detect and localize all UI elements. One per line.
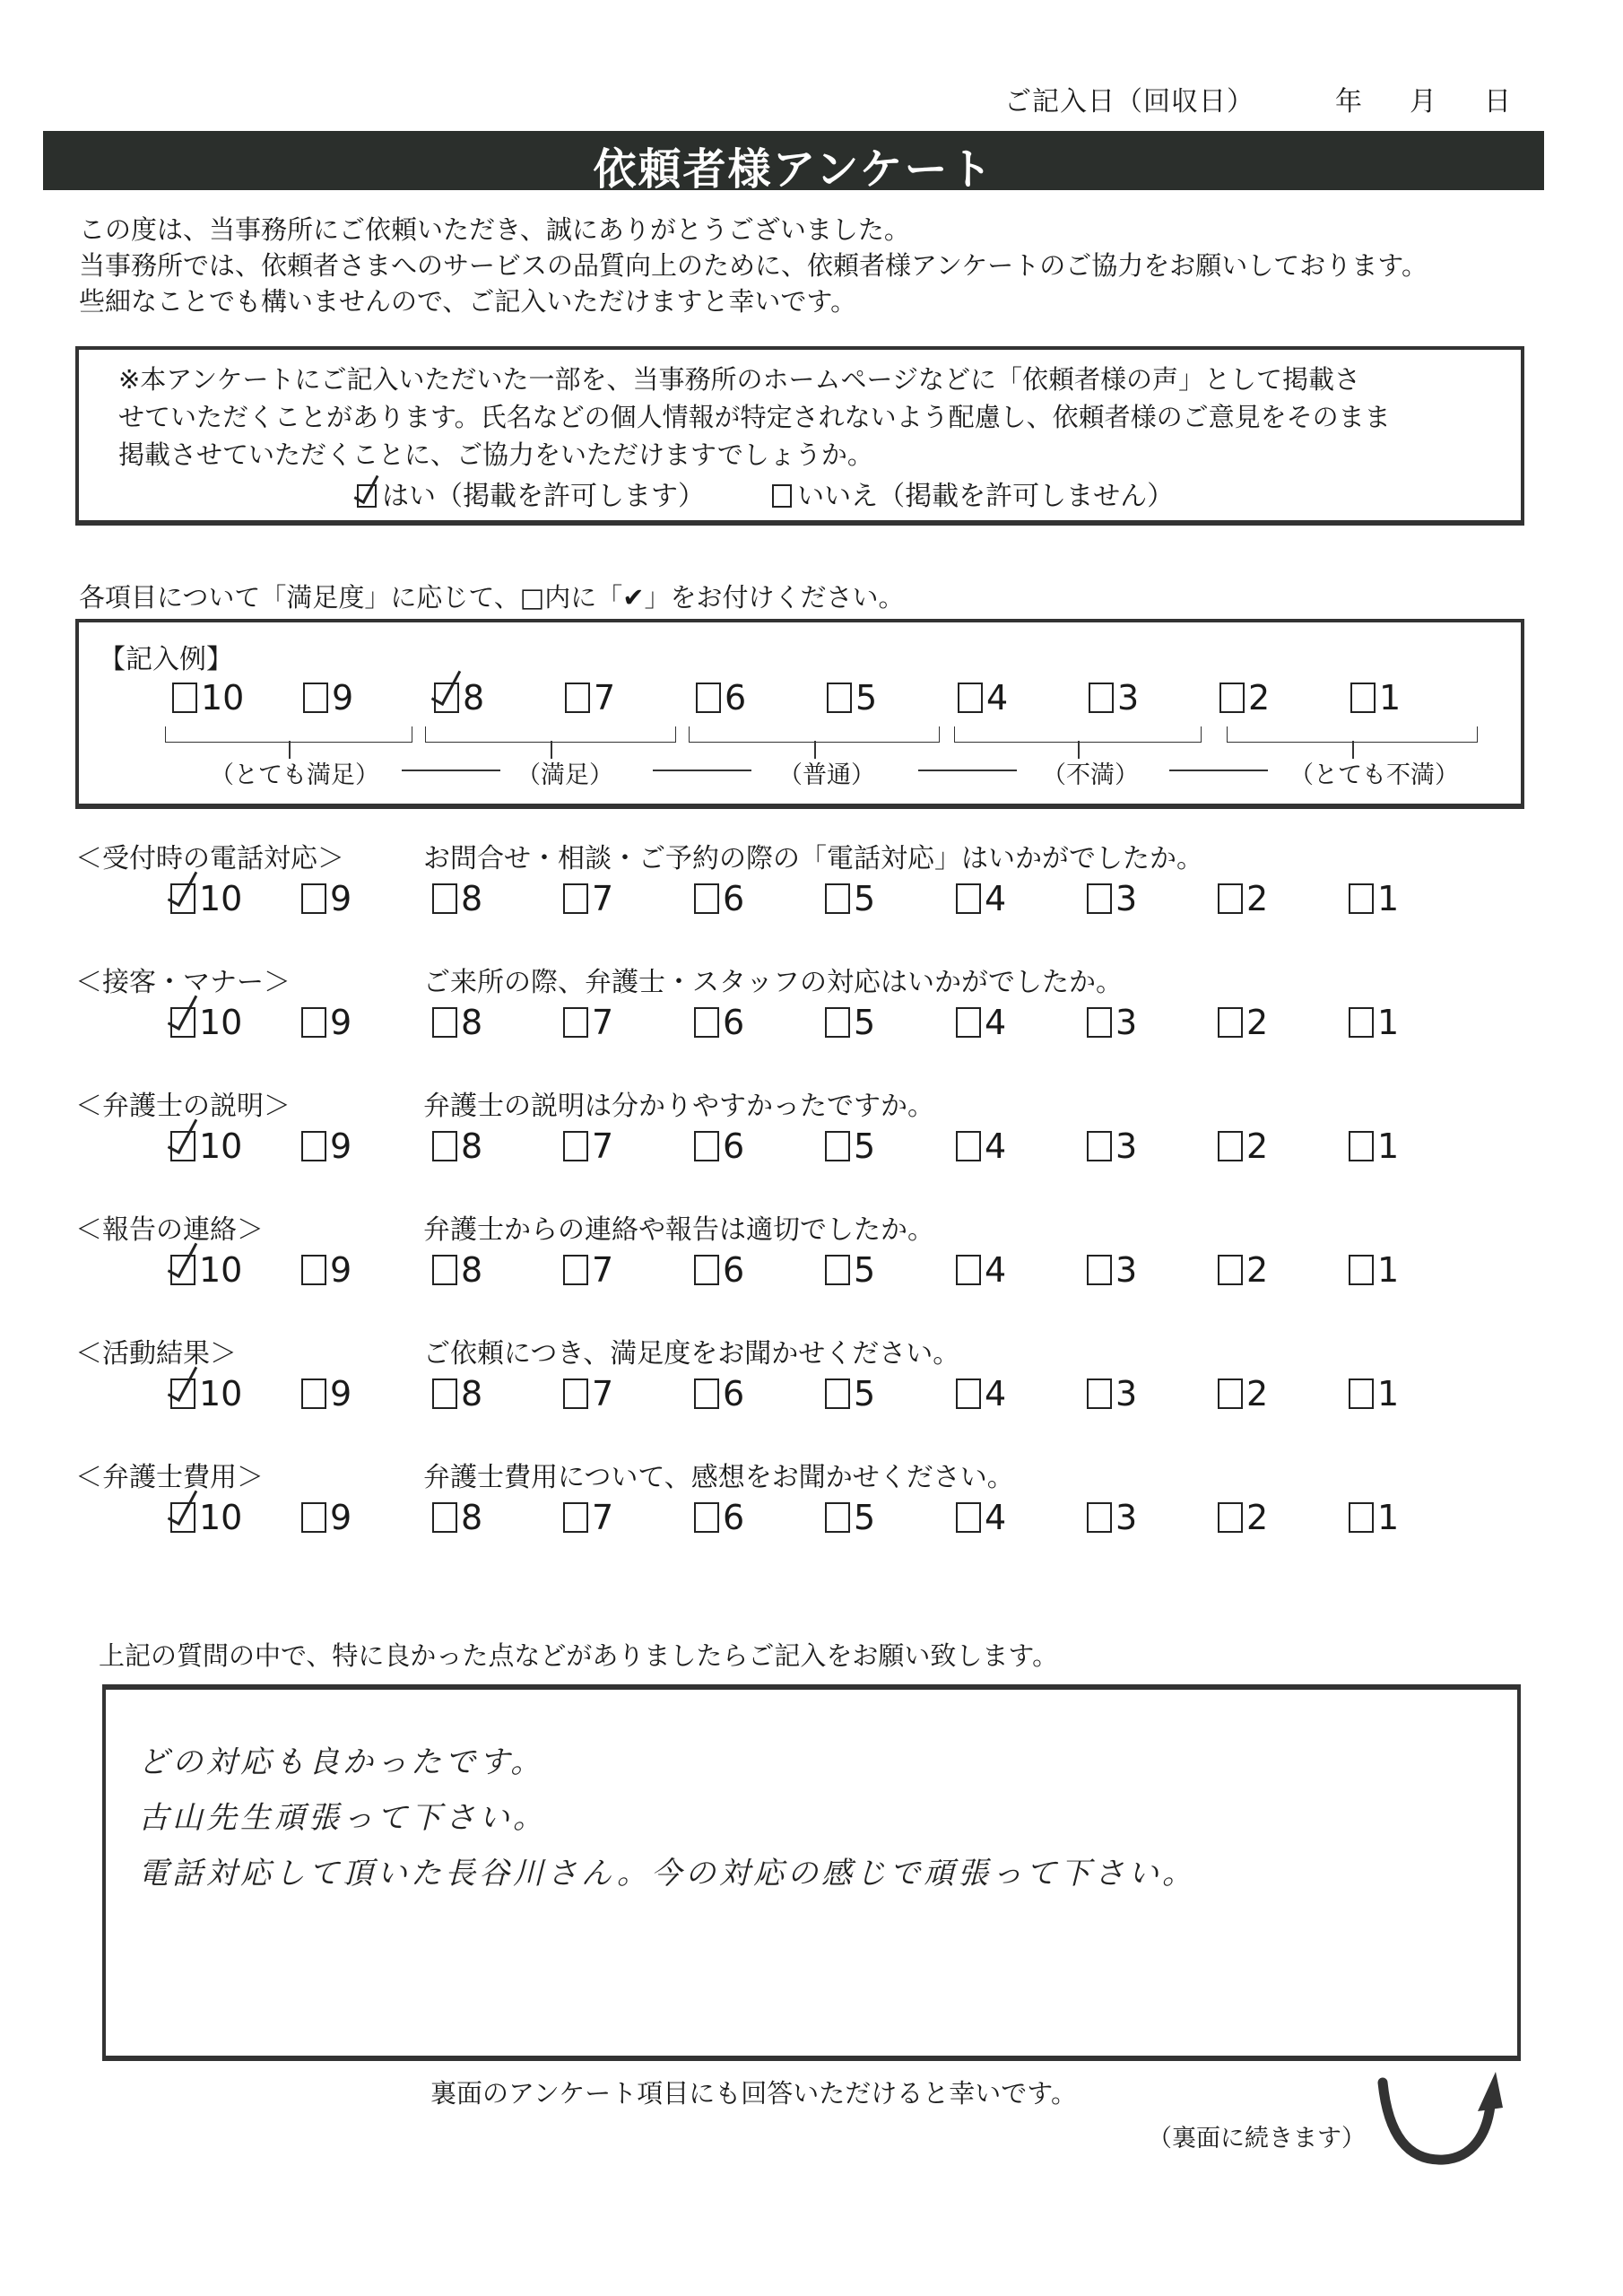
scale-connector: [1169, 770, 1268, 771]
checkbox-icon[interactable]: [956, 1255, 981, 1285]
checkbox-icon[interactable]: [694, 1255, 719, 1285]
comment-box[interactable]: [102, 1684, 1521, 2061]
rating-value: 6: [723, 1374, 745, 1413]
rating-option-9[interactable]: [301, 1374, 352, 1413]
rating-option-2[interactable]: [1218, 1374, 1268, 1413]
rating-option-3[interactable]: [1087, 1126, 1137, 1166]
scale-connector: [402, 770, 500, 771]
rating-value: 5: [854, 1126, 876, 1166]
rating-value: 3: [1115, 879, 1138, 918]
checkbox-icon: [827, 683, 852, 713]
question-heading: [75, 1455, 1014, 1494]
rating-value: 5: [854, 1250, 876, 1290]
rating-value: 2: [1246, 1003, 1269, 1042]
rating-option-5[interactable]: [825, 879, 875, 918]
rating-option-9[interactable]: [301, 1126, 352, 1166]
example-option-1: 1: [1350, 678, 1401, 718]
rating-option-10[interactable]: [170, 879, 242, 918]
rating-value: 1: [1377, 1126, 1400, 1166]
rating-value: 8: [461, 1498, 483, 1537]
instruction-text: 各項目について「満足度」に応じて、□内に「✔」をお付けください。: [79, 582, 905, 613]
checkbox-icon[interactable]: [694, 1378, 719, 1409]
checkbox-icon[interactable]: [432, 1007, 457, 1038]
rating-value: 8: [461, 1126, 483, 1166]
rating-option-3[interactable]: [1087, 1250, 1137, 1290]
example-option-7: 7: [565, 678, 615, 718]
handwritten-comment: [138, 1735, 1196, 1901]
checkbox-icon[interactable]: [1349, 1007, 1374, 1038]
rating-value: 9: [330, 1003, 352, 1042]
checkbox-checked-icon: [434, 683, 459, 713]
rating-option-7[interactable]: [563, 1498, 613, 1537]
example-label: 【記入例】: [99, 644, 233, 675]
consent-no-label: いいえ（掲載を許可しません）: [797, 481, 1175, 512]
comment-line: 古山先生頑張って下さい。: [138, 1800, 547, 1836]
checkbox-icon[interactable]: [956, 1007, 981, 1038]
checkbox-icon[interactable]: [301, 1255, 326, 1285]
rating-option-10[interactable]: [170, 1374, 242, 1413]
checkbox-icon[interactable]: [1218, 1378, 1243, 1409]
scale-label-dissatisfied: （不満）: [1042, 761, 1139, 789]
consent-no-checkbox[interactable]: [772, 484, 792, 508]
checkbox-icon[interactable]: [956, 1378, 981, 1409]
rating-option-8[interactable]: [432, 1126, 482, 1166]
checkbox-icon: [1089, 683, 1114, 713]
checkbox-icon[interactable]: [563, 883, 588, 914]
rating-value: 8: [461, 879, 483, 918]
checkbox-icon[interactable]: [1349, 883, 1374, 914]
brace-icon: [954, 726, 1202, 743]
rating-value: 7: [592, 1003, 614, 1042]
rating-value: 5: [854, 879, 876, 918]
rating-value: 7: [592, 1498, 614, 1537]
rating-option-7[interactable]: [563, 1250, 613, 1290]
checkbox-icon[interactable]: [825, 1255, 850, 1285]
rating-value: 9: [330, 1374, 352, 1413]
rating-value: 6: [723, 1498, 745, 1537]
rating-value: 2: [1246, 1126, 1269, 1166]
rating-value: 6: [723, 1126, 745, 1166]
rating-option-2[interactable]: [1218, 1126, 1268, 1166]
checkbox-icon[interactable]: [563, 1131, 588, 1161]
rating-option-6[interactable]: [694, 879, 744, 918]
rating-option-10[interactable]: [170, 1003, 242, 1042]
rating-value: 2: [1246, 1498, 1269, 1537]
scale-label-very-satisfied: （とても満足）: [210, 761, 379, 789]
rating-value: 4: [985, 1498, 1007, 1537]
question-text: お問合せ・相談・ご予約の際の「電話対応」はいかがでしたか。: [423, 843, 1203, 874]
rating-value: 5: [854, 1498, 876, 1537]
comment-line: 電話対応して頂いた長谷川さん。今の対応の感じで頑張って下さい。: [138, 1856, 1197, 1892]
rating-option-9[interactable]: [301, 1003, 352, 1042]
rating-value: 6: [723, 879, 745, 918]
consent-line: せていただくことがあります。氏名などの個人情報が特定されないよう配慮し、依頼者様のご意見をそのまま: [118, 402, 1391, 432]
checkbox-icon[interactable]: [956, 883, 981, 914]
checkbox-icon[interactable]: [1349, 1502, 1374, 1533]
scale-label-very-dissatisfied: （とても不満）: [1289, 761, 1459, 789]
rating-option-9[interactable]: [301, 879, 352, 918]
comment-line: どの対応も良かったです。: [138, 1744, 545, 1780]
rating-option-9[interactable]: [301, 1250, 352, 1290]
rating-option-5[interactable]: [825, 1126, 875, 1166]
checkbox-icon[interactable]: [432, 1502, 457, 1533]
checkbox-icon[interactable]: [825, 1007, 850, 1038]
rating-option-5[interactable]: [825, 1498, 875, 1537]
rating-value: 4: [985, 1250, 1007, 1290]
checkbox-icon[interactable]: [825, 883, 850, 914]
rating-value: 1: [1377, 879, 1400, 918]
consent-line: 掲載させていただくことに、ご協力をいただけますでしょうか。: [118, 439, 873, 470]
checkbox-icon: [1219, 683, 1245, 713]
rating-value: 3: [1115, 1126, 1138, 1166]
checkbox-icon[interactable]: [1218, 883, 1243, 914]
question-category: ＜弁護士費用＞: [75, 1462, 264, 1493]
day-label: 日: [1484, 86, 1512, 117]
example-option-8: 8: [434, 678, 484, 718]
question-text: ご来所の際、弁護士・スタッフの対応はいかがでしたか。: [423, 967, 1123, 998]
rating-option-4[interactable]: [956, 1250, 1006, 1290]
question-text: 弁護士費用について、感想をお聞かせください。: [423, 1462, 1014, 1493]
checkbox-icon[interactable]: [301, 1007, 326, 1038]
checkbox-icon[interactable]: [432, 883, 457, 914]
year-label: 年: [1335, 86, 1363, 117]
checkbox-icon[interactable]: [1218, 1007, 1243, 1038]
rating-value: 6: [723, 1250, 745, 1290]
rating-option-6[interactable]: [694, 1003, 744, 1042]
comment-prompt: 上記の質問の中で、特に良かった点などがありましたらご記入をお願い致します。: [99, 1640, 1059, 1671]
rating-value: 5: [854, 1374, 876, 1413]
rating-option-3[interactable]: [1087, 1003, 1137, 1042]
consent-text: [118, 361, 1391, 474]
checkbox-icon[interactable]: [694, 1502, 719, 1533]
rating-value: 7: [592, 1374, 614, 1413]
checkbox-icon[interactable]: [694, 1007, 719, 1038]
checkbox-icon[interactable]: [301, 883, 326, 914]
rating-option-4[interactable]: [956, 879, 1006, 918]
checkbox-icon[interactable]: [825, 1502, 850, 1533]
rating-option-8[interactable]: [432, 1250, 482, 1290]
rating-value: 2: [1246, 1374, 1269, 1413]
checkbox-icon[interactable]: [563, 1502, 588, 1533]
checkbox-icon[interactable]: [432, 1255, 457, 1285]
rating-option-8[interactable]: [432, 1374, 482, 1413]
rating-option-4[interactable]: [956, 1126, 1006, 1166]
checkbox-icon[interactable]: [1087, 1007, 1112, 1038]
rating-value: 4: [985, 879, 1007, 918]
brace-icon: [425, 726, 676, 743]
checkbox-icon[interactable]: [694, 1131, 719, 1161]
checkbox-icon[interactable]: [563, 1007, 588, 1038]
checkbox-icon[interactable]: [1349, 1378, 1374, 1409]
rating-value: 10: [199, 1374, 243, 1413]
checkbox-icon[interactable]: [1087, 1131, 1112, 1161]
rating-option-1[interactable]: [1349, 1374, 1399, 1413]
rating-option-1[interactable]: [1349, 1250, 1399, 1290]
rating-option-4[interactable]: [956, 1498, 1006, 1537]
checkbox-icon[interactable]: [301, 1378, 326, 1409]
checkbox-icon: [565, 683, 590, 713]
month-label: 月: [1410, 86, 1437, 117]
intro-line: この度は、当事務所にご依頼いただき、誠にありがとうございました。: [79, 214, 910, 245]
question-text: 弁護士の説明は分かりやすかったですか。: [423, 1091, 934, 1122]
checkbox-icon: [303, 683, 328, 713]
example-option-3: 3: [1089, 678, 1139, 718]
title-bar: [43, 131, 1544, 195]
question-category: ＜報告の連絡＞: [75, 1214, 264, 1246]
rating-option-5[interactable]: [825, 1374, 875, 1413]
checkbox-checked-icon[interactable]: [170, 883, 195, 914]
checkbox-icon: [696, 683, 721, 713]
rating-option-4[interactable]: [956, 1374, 1006, 1413]
checkbox-icon[interactable]: [301, 1502, 326, 1533]
rating-option-5[interactable]: [825, 1250, 875, 1290]
rating-value: 9: [330, 879, 352, 918]
checkbox-icon: [958, 683, 983, 713]
rating-value: 1: [1377, 1374, 1400, 1413]
rating-option-6[interactable]: [694, 1498, 744, 1537]
rating-value: 10: [199, 1498, 243, 1537]
checkbox-icon[interactable]: [1218, 1131, 1243, 1161]
continue-note: （裏面に続きます）: [1148, 2125, 1366, 2152]
checkbox-icon[interactable]: [956, 1502, 981, 1533]
rating-option-10[interactable]: [170, 1498, 242, 1537]
checkbox-checked-icon[interactable]: [170, 1007, 195, 1038]
rating-option-3[interactable]: [1087, 1498, 1137, 1537]
checkbox-icon[interactable]: [1087, 883, 1112, 914]
rating-value: 4: [985, 1374, 1007, 1413]
question-heading: [75, 1331, 960, 1370]
checkbox-icon[interactable]: [825, 1131, 850, 1161]
consent-yes-label: はい（掲載を許可します）: [382, 481, 705, 512]
rating-option-2[interactable]: [1218, 1498, 1268, 1537]
rating-value: 3: [1115, 1003, 1138, 1042]
rating-option-8[interactable]: [432, 879, 482, 918]
question-heading: [75, 836, 1203, 875]
rating-value: 10: [199, 1003, 243, 1042]
rating-value: 8: [461, 1250, 483, 1290]
rating-option-7[interactable]: [563, 1003, 613, 1042]
example-option-4: 4: [958, 678, 1008, 718]
checkbox-icon[interactable]: [1349, 1255, 1374, 1285]
scale-label-satisfied: （満足）: [516, 761, 613, 789]
rating-value: 7: [592, 1126, 614, 1166]
question-text: 弁護士からの連絡や報告は適切でしたか。: [423, 1214, 934, 1246]
example-option-9: 9: [303, 678, 353, 718]
rating-value: 10: [199, 1126, 243, 1166]
rating-option-10[interactable]: [170, 1250, 242, 1290]
question-heading: [75, 1207, 934, 1247]
checkbox-icon[interactable]: [563, 1378, 588, 1409]
rating-option-10[interactable]: [170, 1126, 242, 1166]
consent-line: ※本アンケートにご記入いただいた一部を、当事務所のホームページなどに「依頼者様の声」として掲載さ: [118, 364, 1360, 395]
question-category: ＜接客・マナー＞: [75, 967, 291, 998]
question-category: ＜受付時の電話対応＞: [75, 843, 344, 874]
rating-option-6[interactable]: [694, 1250, 744, 1290]
checkbox-icon[interactable]: [563, 1255, 588, 1285]
checkbox-checked-icon[interactable]: [170, 1378, 195, 1409]
example-option-5: 5: [827, 678, 877, 718]
checkbox-icon[interactable]: [1087, 1378, 1112, 1409]
consent-yes-checkbox[interactable]: [357, 484, 377, 508]
checkbox-icon[interactable]: [432, 1378, 457, 1409]
checkbox-icon[interactable]: [1087, 1255, 1112, 1285]
scale-connector: [653, 770, 751, 771]
rating-value: 2: [1246, 879, 1269, 918]
rating-value: 9: [330, 1126, 352, 1166]
rating-option-1[interactable]: [1349, 1126, 1399, 1166]
example-option-6: 6: [696, 678, 746, 718]
brace-icon: [165, 726, 412, 743]
rating-option-8[interactable]: [432, 1498, 482, 1537]
example-box: [75, 619, 1524, 809]
turn-page-arrow-icon: [1372, 2063, 1533, 2170]
scale-label-neutral: （普通）: [778, 761, 875, 789]
checkbox-icon[interactable]: [432, 1131, 457, 1161]
rating-value: 8: [461, 1374, 483, 1413]
rating-value: 2: [1246, 1250, 1269, 1290]
rating-option-5[interactable]: [825, 1003, 875, 1042]
rating-value: 3: [1115, 1374, 1138, 1413]
rating-value: 10: [199, 1250, 243, 1290]
question-text: ご依頼につき、満足度をお聞かせください。: [423, 1338, 960, 1370]
page-title: 依頼者様アンケート: [593, 144, 994, 195]
question-category: ＜弁護士の説明＞: [75, 1091, 291, 1122]
rating-value: 8: [461, 1003, 483, 1042]
checkbox-checked-icon[interactable]: [170, 1255, 195, 1285]
rating-value: 7: [592, 1250, 614, 1290]
checkbox-checked-icon[interactable]: [170, 1131, 195, 1161]
example-option-2: 2: [1219, 678, 1270, 718]
rating-value: 6: [723, 1003, 745, 1042]
checkbox-icon: [1350, 683, 1376, 713]
rating-value: 9: [330, 1498, 352, 1537]
rating-value: 5: [854, 1003, 876, 1042]
brace-icon: [1227, 726, 1478, 743]
checkbox-icon[interactable]: [1349, 1131, 1374, 1161]
consent-choices: [357, 474, 1174, 513]
date-label: ご記入日（回収日）: [1004, 86, 1254, 117]
checkbox-icon[interactable]: [1218, 1255, 1243, 1285]
consent-box: [75, 346, 1524, 526]
rating-value: 3: [1115, 1498, 1138, 1537]
rating-value: 9: [330, 1250, 352, 1290]
rating-value: 4: [985, 1003, 1007, 1042]
rating-option-2[interactable]: [1218, 879, 1268, 918]
checkbox-icon[interactable]: [694, 883, 719, 914]
rating-option-3[interactable]: [1087, 879, 1137, 918]
rating-option-6[interactable]: [694, 1374, 744, 1413]
rating-value: 3: [1115, 1250, 1138, 1290]
checkbox-icon[interactable]: [956, 1131, 981, 1161]
rating-value: 1: [1377, 1498, 1400, 1537]
intro-line: 些細なことでも構いませんので、ご記入いただけますと幸いです。: [79, 286, 857, 317]
rating-value: 7: [592, 879, 614, 918]
rating-option-1[interactable]: [1349, 879, 1399, 918]
question-category: ＜活動結果＞: [75, 1338, 237, 1370]
rating-value: 1: [1377, 1003, 1400, 1042]
rating-option-7[interactable]: [563, 879, 613, 918]
checkbox-icon[interactable]: [301, 1131, 326, 1161]
intro-line: 当事務所では、依頼者さまへのサービスの品質向上のために、依頼者様アンケートのご協力をお願いしております。: [79, 250, 1428, 281]
rating-option-6[interactable]: [694, 1126, 744, 1166]
rating-option-7[interactable]: [563, 1374, 613, 1413]
checkbox-icon[interactable]: [1218, 1502, 1243, 1533]
rating-option-3[interactable]: [1087, 1374, 1137, 1413]
checkbox-icon: [172, 683, 197, 713]
brace-icon: [689, 726, 940, 743]
date-line: [1004, 79, 1512, 118]
rating-value: 4: [985, 1126, 1007, 1166]
rating-option-9[interactable]: [301, 1498, 352, 1537]
back-note: 裏面のアンケート項目にも回答いただけると幸いです。: [430, 2078, 1077, 2109]
rating-option-1[interactable]: [1349, 1003, 1399, 1042]
rating-option-1[interactable]: [1349, 1498, 1399, 1537]
rating-value: 1: [1377, 1250, 1400, 1290]
rating-value: 10: [199, 879, 243, 918]
checkbox-icon[interactable]: [1087, 1502, 1112, 1533]
rating-option-7[interactable]: [563, 1126, 613, 1166]
scale-connector: [918, 770, 1017, 771]
checkbox-checked-icon[interactable]: [170, 1502, 195, 1533]
rating-option-4[interactable]: [956, 1003, 1006, 1042]
example-option-10: 10: [172, 678, 244, 718]
rating-option-2[interactable]: [1218, 1003, 1268, 1042]
intro-text: [79, 212, 1428, 319]
rating-option-2[interactable]: [1218, 1250, 1268, 1290]
checkbox-icon[interactable]: [825, 1378, 850, 1409]
rating-option-8[interactable]: [432, 1003, 482, 1042]
